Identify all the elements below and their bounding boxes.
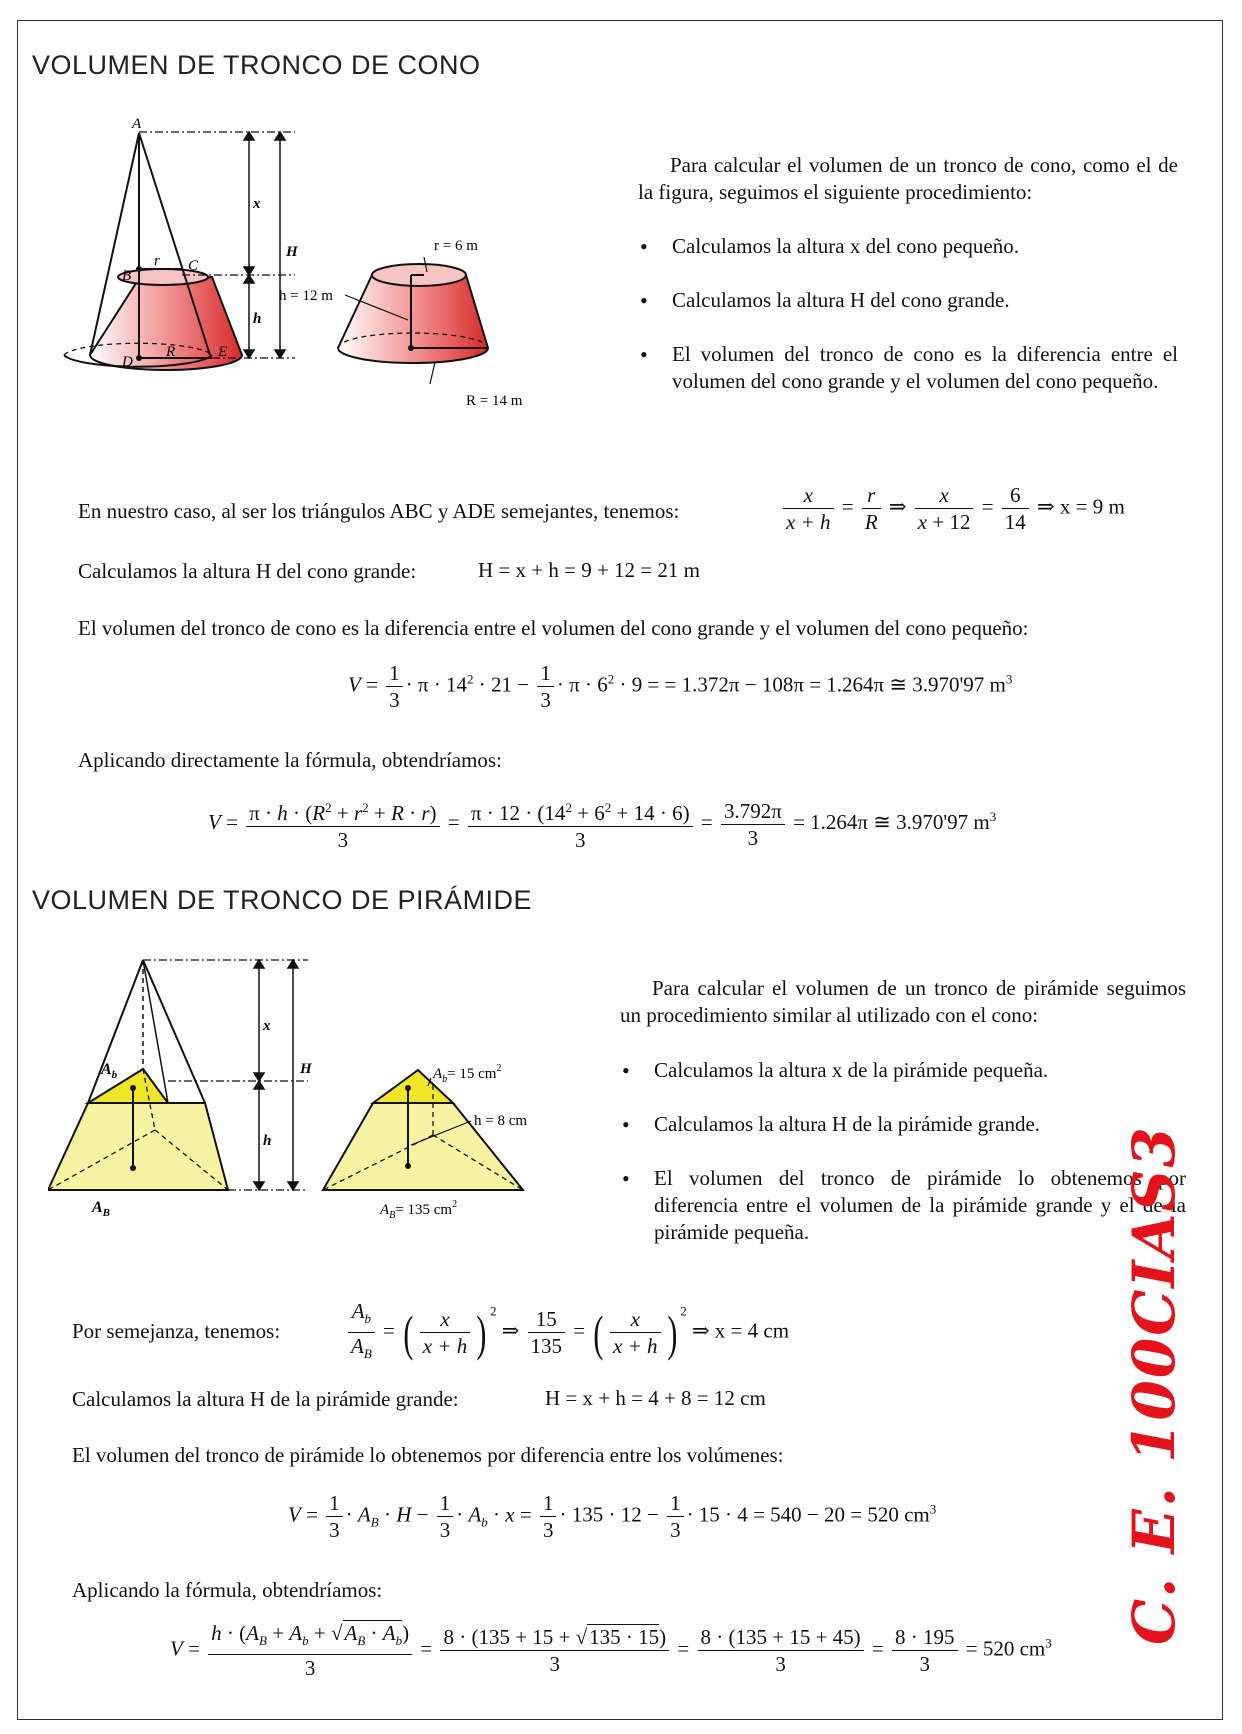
label-D: D: [122, 354, 133, 370]
pyramid-x-result: ⇒ x = 4 cm: [691, 1318, 790, 1343]
pyramid-frustum-figure: [48, 950, 588, 1260]
pyramid-volume-formula: V = $\frac{1}{3}$ · $A_B \cdot H$ − $\frac{1}{3}$ · $A_b \cdot x$ = $\frac{1}{3}$ · 135 · 12 − $\frac{1}{3}$ · 15 · 4 = 540 − 20 = 520 $cm^3$: [288, 1491, 937, 1542]
cone-frustum-figure: [60, 110, 570, 410]
pyramid-height-text: Calculamos la altura H de la pirámide grande:: [72, 1387, 459, 1411]
label-r: r: [154, 253, 160, 269]
cone-height-formula: H = x + h = 9 + 12 = 21 m: [478, 558, 700, 582]
pyramid-volume-text: El volumen del tronco de pirámide lo obtenemos por diferencia entre los volúmenes:: [72, 1443, 784, 1467]
cone-similar-text: En nuestro caso, al ser los triángulos ABC y ADE semejantes, tenemos:: [78, 499, 680, 523]
bullet-3: • El volumen del tronco de pirámide lo obtenemos por diferencia entre el volumen de la pirámide grande y el de la pirámide pequeña.: [620, 1165, 1186, 1246]
label-x: x: [253, 196, 261, 212]
pyramid-formula-text: Aplicando la fórmula, obtendríamos:: [72, 1578, 383, 1602]
cone-direct-formula: V = $\frac{\pi \cdot h \cdot (R^2 + r^2 + R \cdot r)}{3}$ = $\frac{\pi \cdot 12 \cdot (14^2 + 6^2 + 14 \cdot 6)}{3}$ = $\frac{3.792\pi}{3}$ = 1.264π ≅ 3.970'97 $m^3$: [208, 795, 996, 853]
cone-height-text: Calculamos la altura H del cono grande:: [78, 559, 417, 583]
label-C: C: [188, 258, 199, 274]
pyramid-similar-text: Por semejanza, tenemos:: [72, 1319, 281, 1343]
label-B: B: [122, 268, 132, 284]
cone-formula-text: Aplicando directamente la fórmula, obtendríamos:: [78, 748, 502, 772]
label-h: h: [253, 311, 262, 327]
label-x-pyr: x: [263, 1018, 271, 1034]
pyramid-volume-result: = 540 − 20 = 520 cm: [753, 1502, 930, 1527]
label-A: A: [132, 116, 142, 132]
label-r-value: r = 6 m: [434, 238, 478, 254]
author-stamp: C. E. 100CIAS3: [1120, 1125, 1188, 1645]
label-Ab: $A_b$: [101, 1061, 118, 1081]
label-Ab-value: $A_b= 15$ $cm^2$: [433, 1063, 502, 1085]
label-E: E: [218, 344, 228, 360]
pyramid-similar-formula: $\frac{A_b}{A_B}$ = ( $\frac{x}{x + h}$ ) $^2$ ⇒ $\frac{15}{135}$ = ( $\frac{x}{x + h}$ ) $^2$ ⇒ x = 4 cm: [345, 1298, 789, 1367]
label-R-value: R = 14 m: [466, 393, 523, 409]
bullet-3: • El volumen del tronco de cono es la diferencia entre el volumen del cono grande y el volumen del cono pequeño.: [638, 341, 1178, 395]
pyramid-bullets: [620, 1057, 1186, 1273]
cone-x-result: ⇒ x = 9 m: [1037, 494, 1125, 519]
bullet-2: • Calculamos la altura H del cono grande.: [638, 287, 1178, 314]
label-H: H: [286, 244, 298, 260]
label-h-value: h = 12 m: [279, 288, 333, 304]
cone-volume-result: = 1.372π − 108π = 1.264π ≅ 3.970'97 m: [664, 672, 1006, 697]
bullet-1: • Calculamos la altura x del cono pequeño.: [638, 233, 1178, 260]
cone-bullets: [638, 233, 1178, 422]
pyramid-intro: Para calcular el volumen de un tronco de pirámide seguimos un procedimiento similar al utilizado con el cono:: [620, 976, 1186, 1027]
pyramid-height-formula: H = x + h = 4 + 8 = 12 cm: [545, 1386, 766, 1410]
label-AB: $A_B$: [92, 1199, 111, 1219]
pyramid-direct-formula: V = $\frac{h \cdot (A_B + A_b + √A_B \cdot A_b)}{3}$ = $\frac{8 \cdot (135 + 15 + √135 \cdot 15)}{3}$ = $\frac{8 \cdot (135 + 15 + 45)}{3}$ = $\frac{8 \cdot 195}{3}$ = 520 $cm^3$: [170, 1621, 1052, 1681]
bullet-1: • Calculamos la altura x de la pirámide pequeña.: [620, 1057, 1186, 1084]
label-h-value-pyr: h = 8 cm: [474, 1113, 528, 1129]
label-AB-value: $A_B= 135$ $cm^2$: [380, 1199, 458, 1221]
label-H-pyr: H: [300, 1061, 312, 1077]
section-heading-cone: VOLUMEN DE TRONCO DE CONO: [32, 50, 481, 80]
label-h-pyr: h: [263, 1133, 272, 1149]
label-R: R: [166, 344, 176, 360]
cone-direct-result: = 1.264π ≅ 3.970'97 m: [793, 809, 990, 834]
bullet-2: • Calculamos la altura H de la pirámide grande.: [620, 1111, 1186, 1138]
cone-volume-text: El volumen del tronco de cono es la diferencia entre el volumen del cono grande y el volumen del cono pequeño:: [78, 616, 1029, 640]
cone-frac-num: 3.792π: [721, 798, 785, 825]
cone-volume-formula: V = $\frac{1}{3}$ · $\pi \cdot 14^2 \cdot 21$ − $\frac{1}{3}$ · $\pi \cdot 6^2 \cdot 9$ = = 1.372π − 108π = 1.264π ≅ 3.970'97 $m^3$: [348, 661, 1013, 712]
pyramid-direct-result: = 520 cm: [965, 1636, 1046, 1661]
section-heading-pyramid: VOLUMEN DE TRONCO DE PIRÁMIDE: [32, 885, 533, 915]
cone-similar-formula: $\frac{x}{x + h}$ = $\frac{r}{R}$ ⇒ $\frac{x}{x + 12}$ = $\frac{6}{14}$ ⇒ x = 9 m: [780, 482, 1125, 535]
cone-intro: Para calcular el volumen de un tronco de cono, como el de la figura, seguimos el siguiente procedimiento:: [638, 153, 1178, 204]
